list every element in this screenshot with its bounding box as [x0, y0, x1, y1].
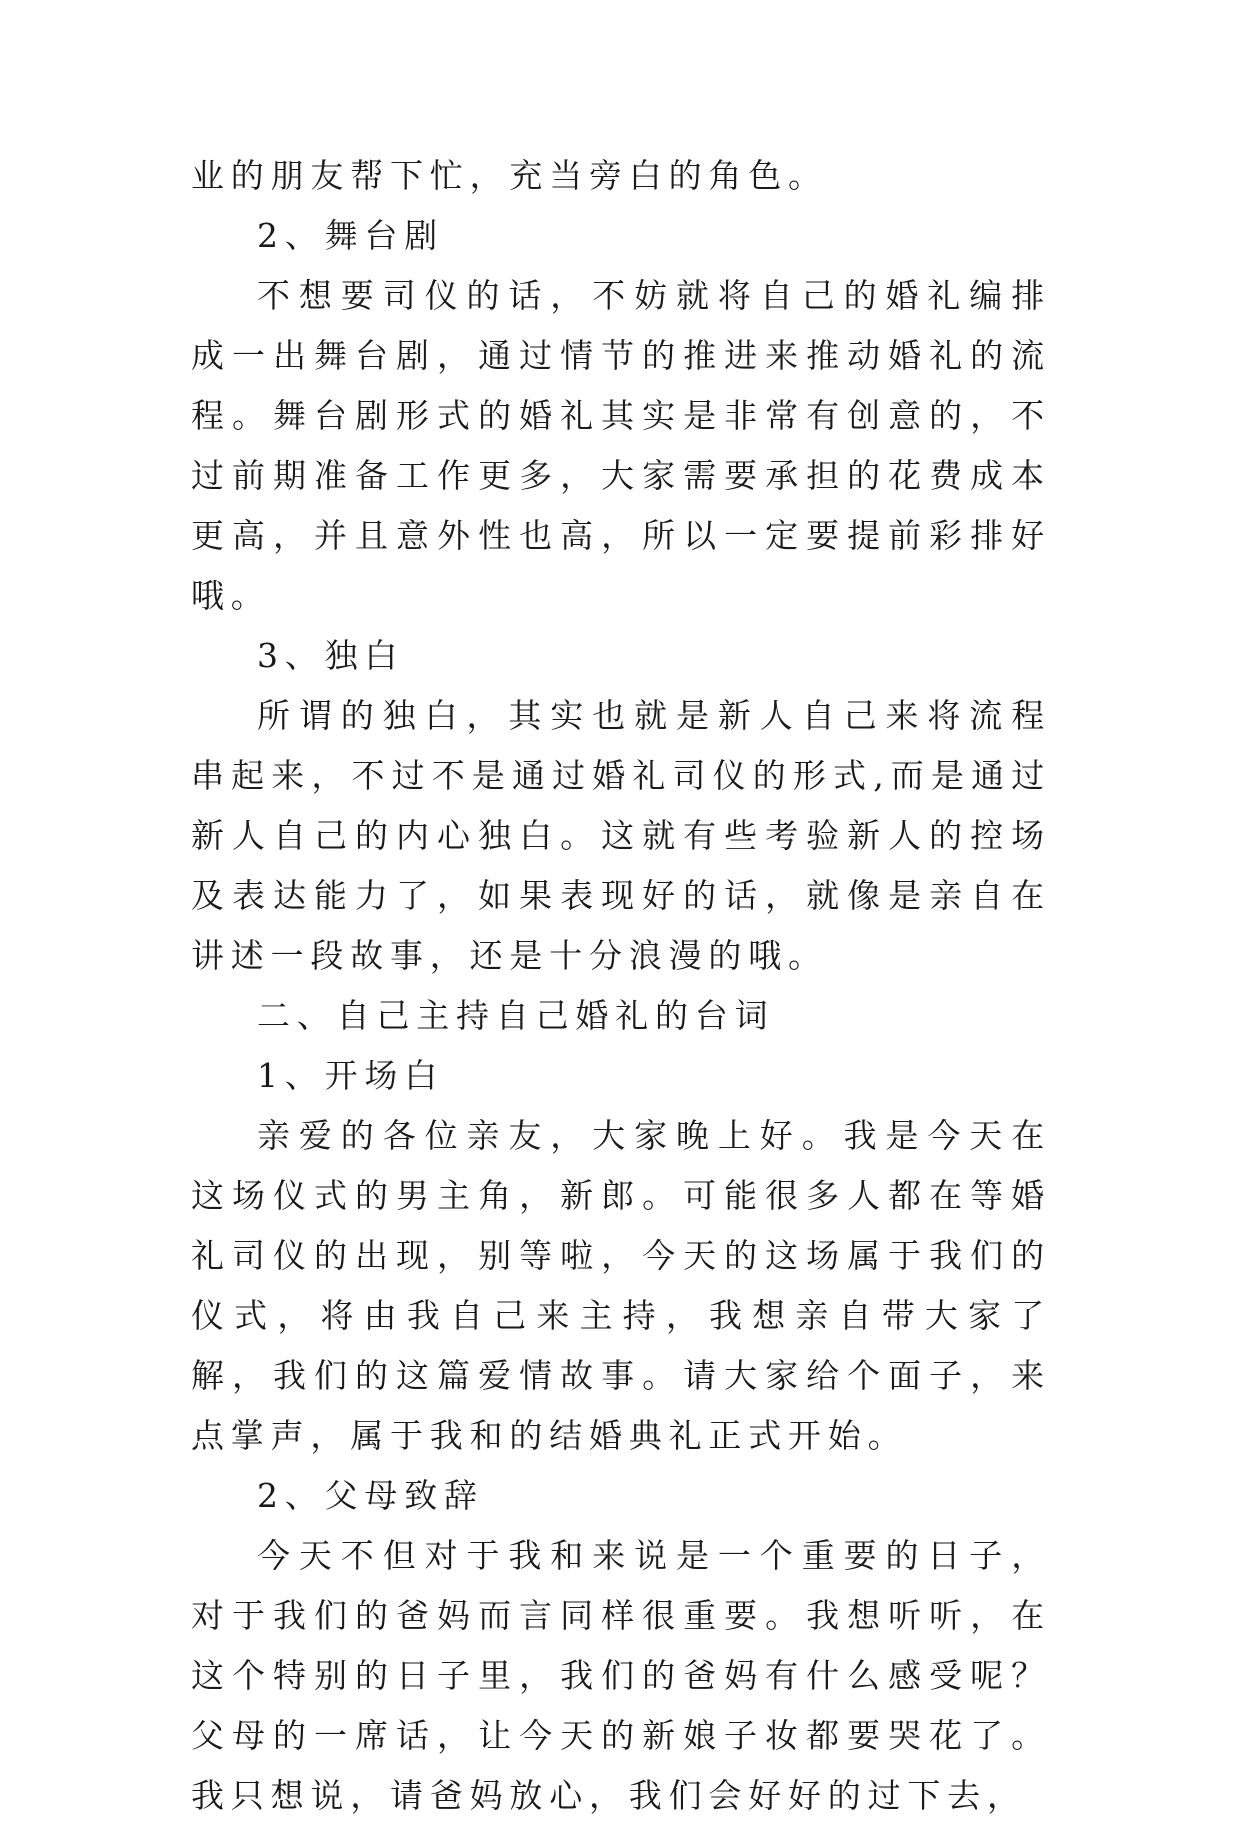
paragraph-opening-remarks: 亲爱的各位亲友，大家晚上好。我是今天在这场仪式的男主角，新郎。可能很多人都在等婚礼司仪的出现，别等啦，今天的这场属于我们的仪式，将由我自己来主持，我想亲自带大家了解，我们的这篇爱情故事。请大家给个面子，来点掌声，属于我和的结婚典礼正式开始。	[191, 1116, 1051, 1455]
section-heading-host-lines: 二、自己主持自己婚礼的台词	[257, 996, 775, 1035]
paragraph-monologue: 所谓的独白，其实也就是新人自己来将流程串起来，不过不是通过婚礼司仪的形式,而是通过新人自己的内心独白。这就有些考验新人的控场及表达能力了，如果表现好的话，就像是亲自在讲述一段故事，还是十分浪漫的哦。	[191, 696, 1051, 975]
paragraph-parents-speech: 今天不但对于我和来说是一个重要的日子，对于我们的爸妈而言同样很重要。我想听听，在这个特别的日子里，我们的爸妈有什么感受呢？父母的一席话，让今天的新娘子妆都要哭花了。我只想说，请爸妈放心，我们会好好的过下去，	[191, 1536, 1051, 1815]
heading-stage-play: 2、舞台剧	[257, 216, 444, 255]
heading-parents-speech: 2、父母致辞	[257, 1476, 484, 1515]
document-body	[191, 146, 1051, 1826]
paragraph-continuation: 业的朋友帮下忙，充当旁白的角色。	[191, 156, 828, 195]
heading-opening-remarks: 1、开场白	[257, 1056, 444, 1095]
heading-monologue: 3、独白	[257, 636, 405, 675]
paragraph-stage-play: 不想要司仪的话，不妨就将自己的婚礼编排成一出舞台剧，通过情节的推进来推动婚礼的流程。舞台剧形式的婚礼其实是非常有创意的，不过前期准备工作更多，大家需要承担的花费成本更高，并且意外性也高，所以一定要提前彩排好哦。	[191, 276, 1051, 615]
